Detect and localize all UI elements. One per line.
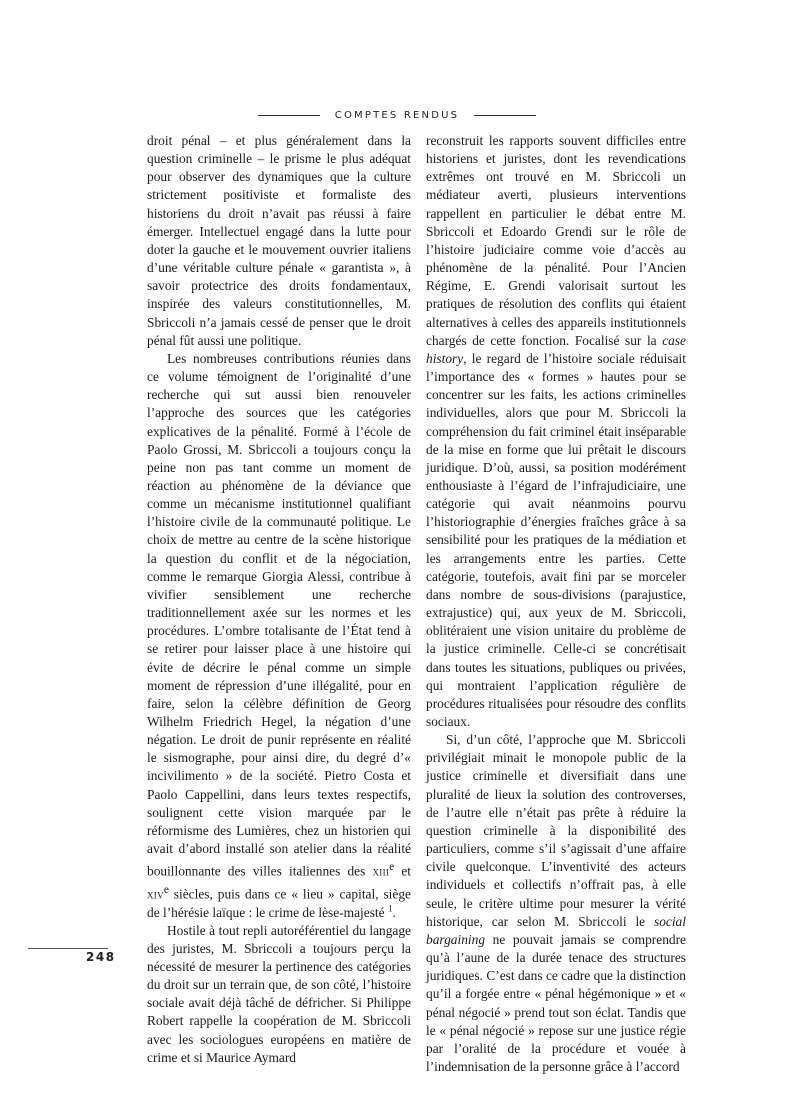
century-suffix-1: e: [389, 861, 395, 874]
left-paragraph-1: droit pénal – et plus généralement dans la question criminelle – le prisme le plus adéquat pour observer des dynamiques que la culture strictement positiviste et formaliste des historiens du droit n’avait pas réussi à faire émerger. Intellectuel engagé dans la lutte pour doter la gauche et le mouvement ouvrier italiens d’une véritable culture pénale « garantista », à savoir protectrice des droits fondamentaux, inspirée des valeurs constitutionnelles, M. Sbriccoli n’a jamais cessé de penser que le droit pénal fût aussi une politique.: [147, 133, 411, 348]
left-paragraph-2: [147, 350, 411, 922]
century-14: xiv: [147, 886, 164, 902]
case-history-term: case history: [426, 332, 686, 366]
running-head: [258, 107, 536, 123]
page-number: 248: [86, 950, 116, 964]
conjunction-et: et: [401, 863, 411, 879]
social-bargaining-term: social bargaining: [426, 913, 686, 947]
running-head-rule-left: [258, 115, 320, 116]
left-paragraph-2-text-b: siècles, puis dans ce « lieu » capital, siège de l’hérésie laïque : le crime de lèse-majesté: [147, 886, 411, 920]
century-13: xiii: [372, 863, 390, 879]
right-paragraph-1: [426, 132, 686, 731]
right-paragraph-1-text-b: , le regard de l’histoire sociale réduisait l’importance des « formes » hautes pour se concentrer sur les faits, les actions criminelles individuelles, alors que pour M. Sbriccoli la compréhension du fait criminel était inséparable de la mise en forme que lui prêtait le discours juridique. D’où, aussi, sa position modérément enthousiaste à l’égard de l’infrajudiciaire, une catégorie qui avait néanmoins pourvu l’historiographie d’énergies fraîches grâce à sa sensibilité pour les pratiques de la médiation et les arrangements entre les parties. Cette catégorie, toutefois, avait fini par se morceler dans nombre de sous-divisions (parajustice, extrajustice) qui, aux yeux de M. Sbriccoli, oblitéraient une vision unitaire du problème de la justice criminelle. Celle-ci se concrétisait dans toutes les situations, publiques ou privées, qui montraient l’application régulière de procédures ritualisées pour résoudre des conflits sociaux.: [426, 350, 686, 729]
left-column: [147, 132, 411, 1067]
right-paragraph-2-text-b: ne pouvait jamais se comprendre qu’à l’aune de la durée tenace des structures juridiques. C’est dans ce cadre que la distinction qu’il a forgée entre « pénal hégémonique » et « pénal négocié » prend tout son éclat. Tandis que le « pénal négocié » repose sur une justice régie par l’oralité de la procédure et vouée à l’indemnisation de la personne grâce à l’accord: [426, 931, 686, 1074]
left-paragraph-3: Hostile à tout repli autoréférentiel du langage des juristes, M. Sbriccoli a toujours perçu la nécessité de mesurer la pertinence des catégories du droit sur un terrain que, de son côté, l’histoire sociale avait déjà tâché de défricher. Si Philippe Robert rappelle la coopération de M. Sbriccoli avec les sociologues européens en matière de crime et si Maurice Aymard: [147, 922, 411, 1065]
century-suffix-2: e: [163, 883, 169, 896]
running-head-rule-right: [474, 115, 536, 116]
right-paragraph-2: [426, 731, 686, 1076]
right-column: [426, 132, 686, 1076]
right-paragraph-2-text-a: Si, d’un côté, l’approche que M. Sbriccoli privilégiait minait le monopole public de la justice criminelle et diversifiait dans une pluralité de lieux la solution des controverses, de l’autre elle n’était pas prête à réduire la question criminelle à la disponibilité des particuliers, comme s’il s’agissait d’une affaire civile quelconque. L’inventivité des acteurs individuels et collectifs n’offrait pas, à elle seule, le critère ultime pour mesurer la vérité historique, car selon M. Sbriccoli le: [426, 732, 686, 929]
right-paragraph-1-text-a: reconstruit les rapports souvent difficiles entre historiens et juristes, dont les revendications extrêmes ont trouvé en M. Sbriccoli un médiateur averti, plusieurs interventions rappellent en particulier le débat entre M. Sbriccoli et Edoardo Grendi sur le rôle de l’histoire judiciaire comme voie d’accès au phénomène de la pénalité. Pour l’Ancien Régime, E. Grendi valorisait surtout les pratiques de résolution des conflits qui étaient alternatives à celles des appareils institutionnels chargés de cette fonction. Focalisé sur la: [426, 133, 686, 348]
page-number-rule: [28, 948, 108, 949]
left-paragraph-2-end: .: [392, 904, 396, 920]
footnote-ref-1[interactable]: 1: [387, 903, 393, 914]
left-paragraph-2-text-a: Les nombreuses contributions réunies dans ce volume témoignent de l’originalité d’une recherche qui sut aussi bien renouveler l’approche des sources que les catégories explicatives de la pénalité. Formé à l’école de Paolo Grossi, M. Sbriccoli a toujours conçu la peine non pas tant comme un moment de réaction au phénomène de la déviance que comme un mécanisme institutionnel qualifiant l’histoire civile de la communauté politique. Le choix de mettre au centre de la scène historique la question du conflit et de la négociation, comme le remarque Giorgia Alessi, contribue à vivifier sensiblement une recherche traditionnellement axée sur les normes et les procédures. L’ombre totalisante de l’État tend à se retirer pour laisser place à une histoire qui évite de décrire le pénal comme un simple moment de répression d’une illégalité, pour en faire, selon la célèbre définition de Georg Wilhelm Friedrich Hegel, la négation d’une négation. Le droit de punir représente en réalité le sismographe, pour ainsi dire, du degré d’« incivilimento » de la société. Pietro Costa et Paolo Cappellini, dans leurs textes respectifs, soulignent cette vision marquée par le réformisme des Lumières, chez un historien qui avait d’abord installé son atelier dans la réalité bouillonnante des villes italiennes des: [147, 350, 411, 879]
running-head-title: COMPTES RENDUS: [334, 109, 460, 121]
